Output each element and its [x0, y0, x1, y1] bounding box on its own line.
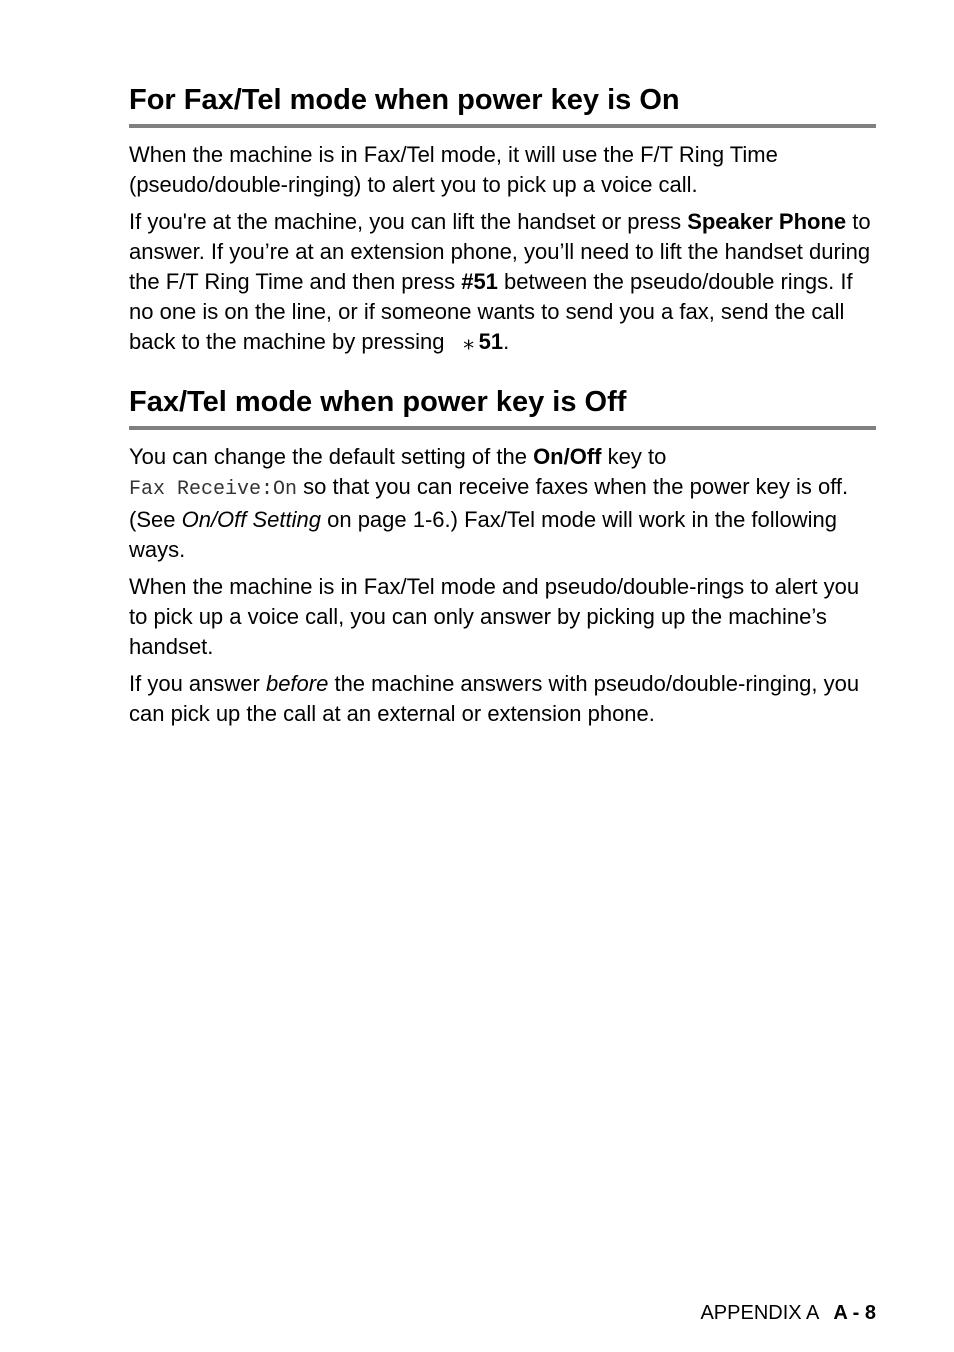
section-heading-power-on: For Fax/Tel mode when power key is On: [129, 84, 680, 116]
section-heading-power-off: Fax/Tel mode when power key is Off: [129, 386, 627, 418]
text: If you answer: [129, 671, 266, 696]
text: to answer. If you’re at an extension phone, you’ll need to lift the handset during the F/T Ring Time and then press: [129, 209, 871, 294]
paragraph: [129, 207, 876, 357]
emphasis: before: [265, 671, 329, 696]
paragraph: When the machine is in Fax/Tel mode, it will use the F/T Ring Time (pseudo/double-ringing) to alert you to pick up a voice call.: [129, 142, 778, 197]
paragraph: [129, 442, 876, 565]
text: between the pseudo/double rings. If no one is on the line, or if someone wants to send you a fax, send the call back to the machine by pressing: [129, 269, 853, 354]
text: .: [503, 329, 510, 354]
text: If you're at the machine, you can lift the handset or press: [129, 209, 688, 234]
text: on page 1-6.) Fax/Tel mode will work in the following ways.: [129, 507, 838, 562]
cross-reference: On/Off Setting: [181, 507, 321, 532]
paragraph: When the machine is in Fax/Tel mode and pseudo/double-rings to alert you to pick up a voice call, you can only answer by picking up the machine’s handset.: [129, 574, 860, 659]
key-code-star-51: 51: [478, 329, 504, 354]
page-number: A - 8: [833, 1302, 876, 1324]
text: so that you can receive faxes when the power key is off. (See: [129, 474, 849, 532]
page-content: [129, 80, 876, 736]
text: the machine answers with pseudo/double-ringing, you can pick up the call at an external or extension phone.: [129, 671, 860, 726]
text: You can change the default setting of the: [129, 444, 534, 469]
paragraph: [129, 669, 876, 729]
key-name-speaker-phone: Speaker Phone: [687, 209, 847, 234]
text: key to: [601, 444, 667, 469]
heading-rule: [129, 124, 876, 128]
star-key-icon: ⁎: [463, 329, 475, 354]
lcd-setting: Fax Receive:On: [129, 478, 298, 501]
key-name-on-off: On/Off: [533, 444, 602, 469]
key-code-51: #51: [461, 269, 498, 294]
footer-section: APPENDIX A: [700, 1302, 820, 1324]
page-footer: [700, 1299, 876, 1327]
heading-rule: [129, 426, 876, 430]
